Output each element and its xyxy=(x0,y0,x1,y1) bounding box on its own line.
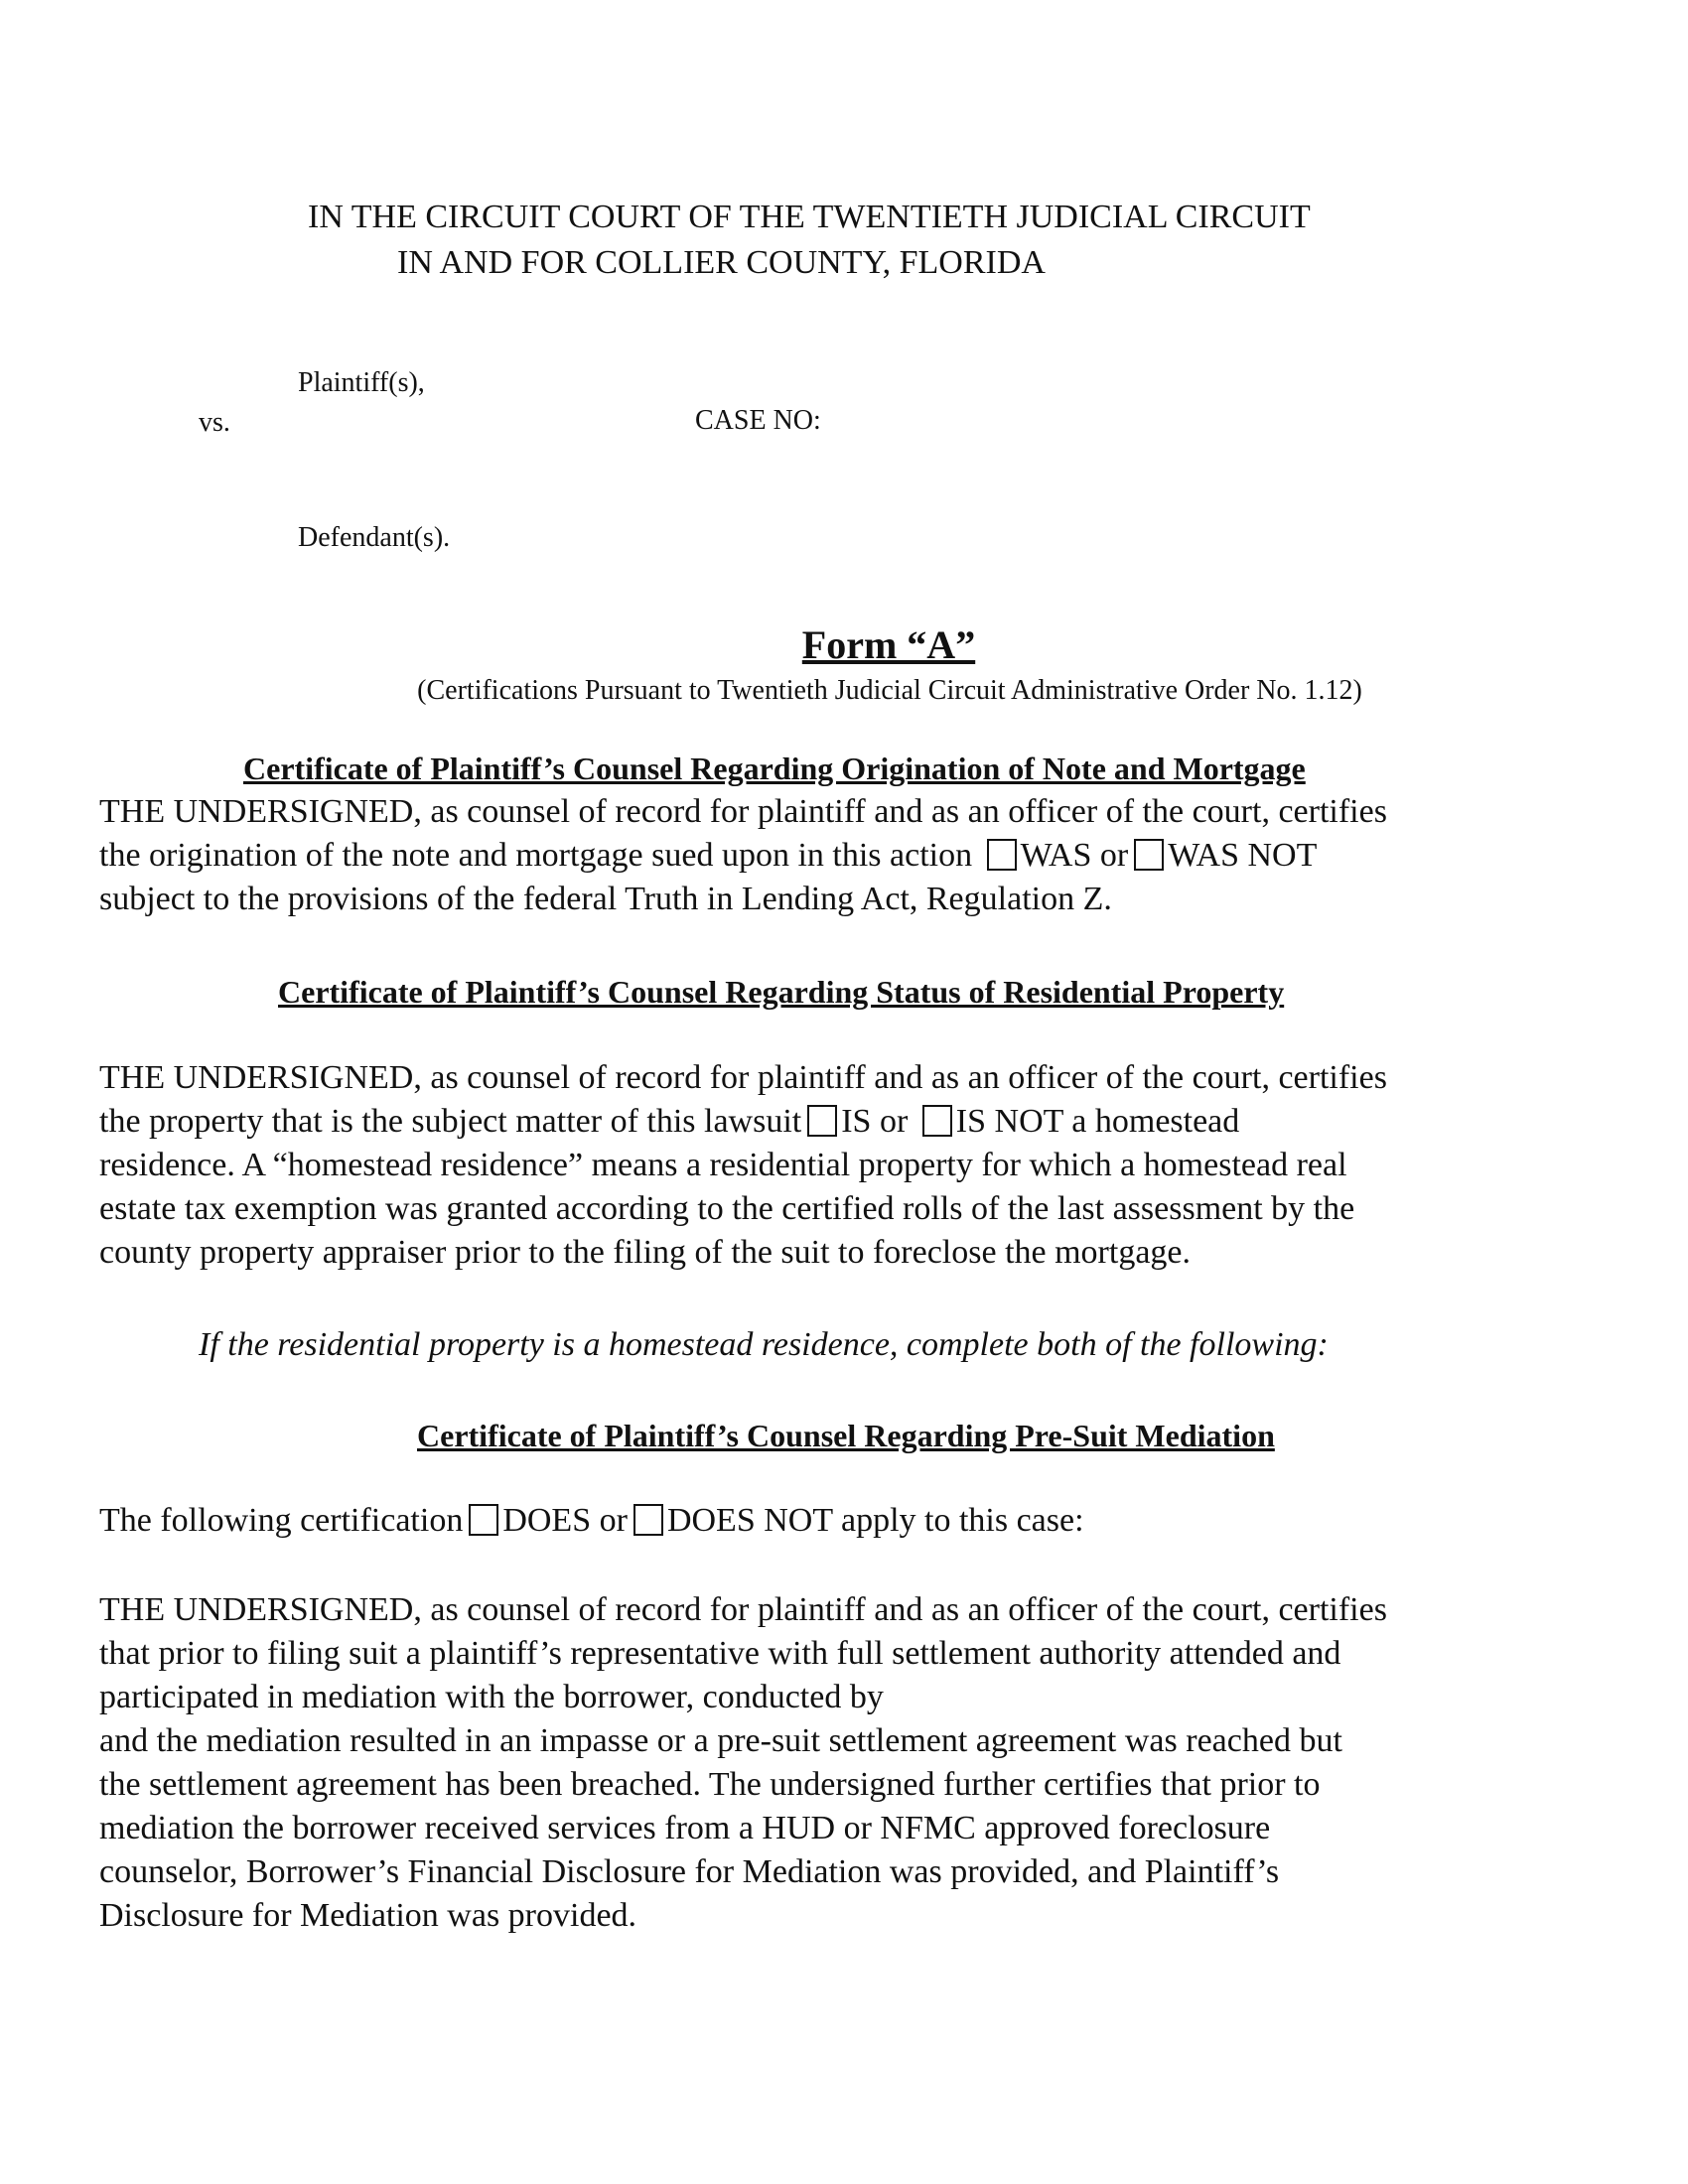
text-line: estate tax exemption was granted according to the certified rolls of the last assessment by the xyxy=(99,1190,1355,1227)
text-line: mediation the borrower received services from a HUD or NFMC approved foreclosure xyxy=(99,1810,1271,1846)
text-line: THE UNDERSIGNED, as counsel of record for plaintiff and as an officer of the court, certifies xyxy=(99,793,1387,830)
court-name-line-2: IN AND FOR COLLIER COUNTY, FLORIDA xyxy=(397,244,1046,281)
text-line: county property appraiser prior to the filing of the suit to foreclose the mortgage. xyxy=(99,1234,1192,1271)
is-not-option-label: IS NOT a homestead xyxy=(955,1103,1240,1140)
text-line: Disclosure for Mediation was provided. xyxy=(99,1897,637,1934)
text-fragment: the property that is the subject matter of this lawsuit xyxy=(99,1103,802,1140)
defendant-label: Defendant(s). xyxy=(298,522,451,553)
court-name-line-1: IN THE CIRCUIT COURT OF THE TWENTIETH JUDICIAL CIRCUIT xyxy=(308,199,1311,235)
text-fragment: the origination of the note and mortgage sued upon in this action xyxy=(99,837,973,874)
text-line: THE UNDERSIGNED, as counsel of record for plaintiff and as an officer of the court, certifies xyxy=(99,1591,1387,1628)
vs-label: vs. xyxy=(199,407,230,438)
text-line xyxy=(99,834,1387,878)
text-line: the settlement agreement has been breached. The undersigned further certifies that prior to xyxy=(99,1766,1321,1803)
does-option-label: DOES or xyxy=(502,1502,628,1539)
was-checkbox[interactable] xyxy=(987,839,1017,871)
was-not-checkbox[interactable] xyxy=(1134,839,1164,871)
text-line: THE UNDERSIGNED, as counsel of record for plaintiff and as an officer of the court, certifies xyxy=(99,1059,1387,1096)
text-line: residence. A “homestead residence” means a residential property for which a homestead real xyxy=(99,1147,1347,1183)
does-not-option-label: DOES NOT apply to this case: xyxy=(666,1502,1084,1539)
was-not-option-label: WAS NOT xyxy=(1168,837,1318,874)
text-line: subject to the provisions of the federal Truth in Lending Act, Regulation Z. xyxy=(99,881,1112,917)
mediation-certification-line xyxy=(99,1499,1084,1543)
section-heading-origination: Certificate of Plaintiff’s Counsel Regarding Origination of Note and Mortgage xyxy=(243,751,1306,786)
does-not-checkbox[interactable] xyxy=(633,1504,663,1536)
text-line xyxy=(99,1499,1084,1543)
does-checkbox[interactable] xyxy=(469,1504,498,1536)
is-option-label: IS or xyxy=(841,1103,909,1140)
text-fragment: The following certification xyxy=(99,1502,464,1539)
is-checkbox[interactable] xyxy=(807,1105,837,1137)
is-not-checkbox[interactable] xyxy=(922,1105,952,1137)
text-line: counselor, Borrower’s Financial Disclosure for Mediation was provided, and Plaintiff’s xyxy=(99,1853,1280,1890)
case-number-label: CASE NO: xyxy=(695,405,821,436)
text-line: participated in mediation with the borrower, conducted by xyxy=(99,1679,884,1715)
form-subtitle: (Certifications Pursuant to Twentieth Judicial Circuit Administrative Order No. 1.12) xyxy=(417,675,1362,706)
section-origination-body xyxy=(99,790,1387,921)
section-heading-pre-suit-mediation: Certificate of Plaintiff’s Counsel Regarding Pre-Suit Mediation xyxy=(417,1418,1275,1453)
section-heading-residential-status: Certificate of Plaintiff’s Counsel Regarding Status of Residential Property xyxy=(278,974,1285,1010)
form-title: Form “A” xyxy=(801,622,976,667)
was-option-label: WAS or xyxy=(1020,837,1129,874)
text-line: that prior to filing suit a plaintiff’s representative with full settlement authority attended and xyxy=(99,1635,1341,1672)
text-line xyxy=(99,1100,1387,1144)
section-residential-body xyxy=(99,1056,1387,1275)
homestead-instruction: If the residential property is a homestead residence, complete both of the following: xyxy=(199,1326,1329,1363)
text-line: and the mediation resulted in an impasse or a pre-suit settlement agreement was reached but xyxy=(99,1722,1342,1759)
plaintiff-label: Plaintiff(s), xyxy=(298,367,425,398)
section-mediation-body xyxy=(99,1588,1387,1938)
